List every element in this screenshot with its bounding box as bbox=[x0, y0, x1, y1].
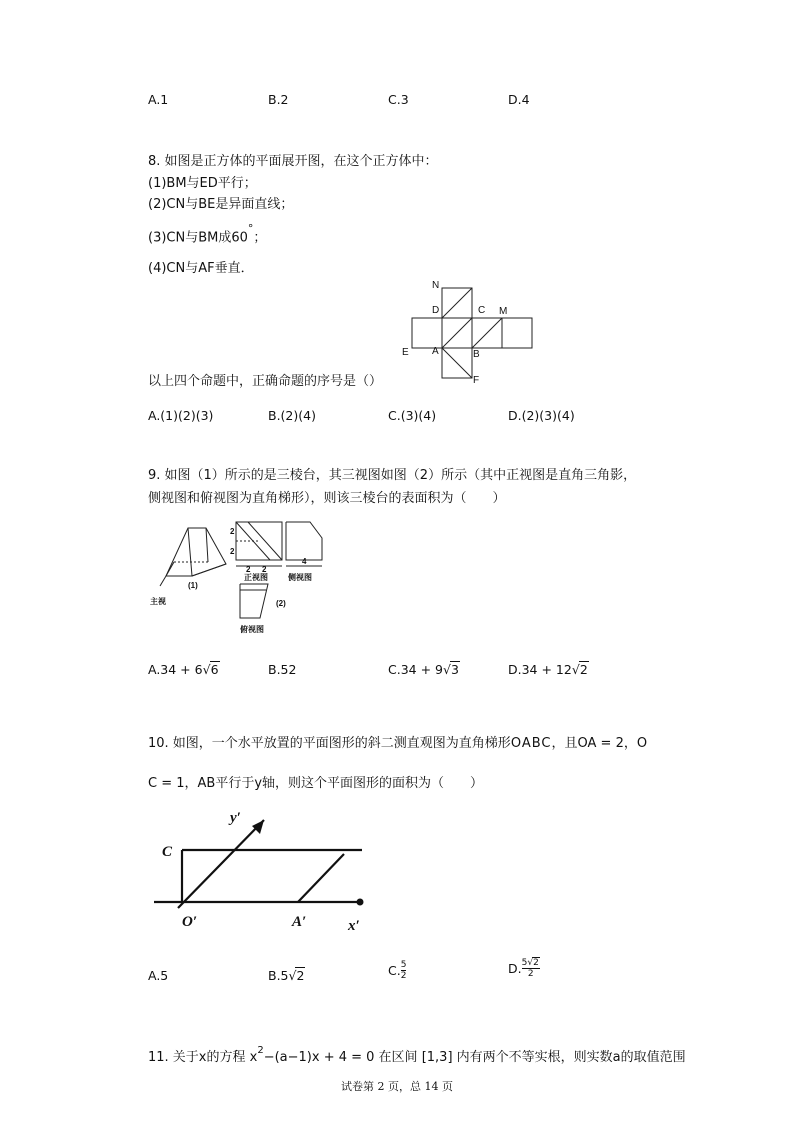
dim-four: 4 bbox=[302, 557, 307, 566]
q9-option-c bbox=[388, 662, 460, 677]
axis-y-label: y′ bbox=[230, 810, 241, 826]
label-e: E bbox=[402, 347, 409, 358]
q7-option-b: B.2 bbox=[268, 92, 289, 107]
q8-option-d: D.(2)(3)(4) bbox=[508, 408, 575, 423]
fraction bbox=[401, 960, 407, 981]
q7-option-a: A.1 bbox=[148, 92, 169, 107]
q8-s3-post: ； bbox=[253, 230, 267, 246]
q9-c-text: C.34 + 9 bbox=[388, 662, 443, 677]
fig-1-label: (1) bbox=[188, 581, 198, 590]
q8-statement-1: (1)BM与ED平行； bbox=[148, 176, 257, 191]
point-o-label: O′ bbox=[182, 914, 198, 930]
q10-line-2 bbox=[148, 772, 483, 791]
q8-statement-4: (4)CN与AF垂直． bbox=[148, 261, 254, 276]
label-m: M bbox=[499, 306, 508, 317]
dim-two-c: 2 bbox=[246, 565, 251, 574]
sqrt-symbol: √ bbox=[571, 662, 580, 677]
q8-option-c: C.(3)(4) bbox=[388, 408, 437, 423]
q10-option-d bbox=[508, 958, 540, 979]
q10-option-c bbox=[388, 960, 406, 981]
q8-option-b: B.(2)(4) bbox=[268, 408, 316, 423]
q8-statement-3 bbox=[148, 222, 267, 246]
sqrt-symbol: √ bbox=[288, 968, 297, 983]
q7-option-c: C.3 bbox=[388, 92, 409, 107]
top-view-label: 俯视图 bbox=[240, 625, 264, 634]
q10-text-3: 平行于 bbox=[215, 776, 255, 791]
q9-option-d bbox=[508, 662, 589, 677]
q10-eq-1: = 2， bbox=[596, 736, 637, 751]
label-f: F bbox=[473, 375, 480, 386]
numerator bbox=[522, 958, 540, 968]
sqrt-symbol: √ bbox=[202, 662, 211, 677]
axis-x-label: x′ bbox=[348, 918, 360, 934]
q9-option-a bbox=[148, 662, 220, 677]
dim-two-b: 2 bbox=[230, 547, 235, 556]
q10-d-text: D. bbox=[508, 961, 522, 976]
q11-line-1 bbox=[148, 1046, 686, 1065]
q10-b-radicand: 2 bbox=[296, 968, 305, 983]
numerator: 5 bbox=[400, 960, 407, 970]
label-c: C bbox=[478, 305, 486, 316]
q10-trapezoid-name: OABC bbox=[510, 736, 552, 751]
fraction bbox=[522, 958, 540, 979]
q8-statement-2: (2)CN与BE是异面直线； bbox=[148, 197, 294, 212]
front-view-label: 正视图 bbox=[244, 573, 268, 582]
sqrt-symbol: √ bbox=[527, 958, 534, 968]
q7-option-d: D.4 bbox=[508, 92, 530, 107]
frustum-three-views-figure bbox=[148, 514, 338, 639]
q9-d-text: D.34 + 12 bbox=[508, 662, 572, 677]
q10-b-text: B.5 bbox=[268, 968, 289, 983]
numerator-radicand: 2 bbox=[533, 958, 539, 968]
page-footer: 试卷第 2 页，总 14 页 bbox=[341, 1080, 453, 1093]
dim-two-a: 2 bbox=[230, 527, 235, 536]
label-a: A bbox=[432, 346, 439, 357]
q8-s3-text: (3)CN与BM成60 bbox=[148, 230, 248, 246]
q9-option-b: B.52 bbox=[268, 662, 297, 677]
q8-stem: 8. 如图是正方体的平面展开图，在这个正方体中： bbox=[148, 154, 438, 169]
q10-option-b bbox=[268, 968, 305, 983]
label-d: D bbox=[432, 305, 440, 316]
denominator: 2 bbox=[400, 971, 407, 981]
q11-text-2: 内有两个不等实根，则实数a的取值范围 bbox=[452, 1050, 686, 1065]
q10-text-1: 10. 如图，一个水平放置的平面图形的斜二测直观图为直角梯形 bbox=[148, 736, 511, 751]
q10-eq-2: = 1， bbox=[157, 776, 198, 791]
dim-two-d: 2 bbox=[262, 565, 267, 574]
label-n: N bbox=[432, 280, 440, 291]
q9-line-1: 9. 如图（1）所示的是三棱台，其三视图如图（2）所示（其中正视图是直角三角影， bbox=[148, 468, 637, 483]
q9-a-radicand: 6 bbox=[210, 662, 219, 677]
denominator: 2 bbox=[522, 968, 540, 979]
label-b: B bbox=[473, 349, 480, 360]
point-c-label: C bbox=[162, 844, 173, 860]
q11-interval: [1,3] bbox=[421, 1050, 453, 1065]
q10-text-2: ，且 bbox=[551, 736, 578, 751]
q10-segment-o: O bbox=[636, 736, 648, 751]
q10-segment-c: C bbox=[148, 776, 158, 791]
q9-a-text: A.34 + 6 bbox=[148, 662, 203, 677]
q8-option-a: A.(1)(2)(3) bbox=[148, 408, 214, 423]
side-view-label: 侧视图 bbox=[288, 573, 312, 582]
q10-c-text: C. bbox=[388, 963, 401, 978]
q10-segment-ab: AB bbox=[197, 776, 216, 791]
q9-d-radicand: 2 bbox=[579, 662, 588, 677]
q11-exponent: 2 bbox=[257, 1044, 264, 1056]
q9-c-radicand: 3 bbox=[450, 662, 459, 677]
q8-question: 以上四个命题中，正确命题的序号是（） bbox=[148, 374, 383, 389]
numerator-coef: 5 bbox=[521, 958, 528, 968]
q10-line-1 bbox=[148, 732, 647, 751]
q11-equation: −(a−1)x + 4 = 0 在区间 bbox=[263, 1050, 418, 1065]
q8-s3-degree: ° bbox=[247, 222, 254, 235]
q10-axis-y: y bbox=[254, 776, 263, 791]
cube-net-figure bbox=[398, 280, 548, 385]
oblique-trapezoid-figure bbox=[148, 808, 378, 938]
fig-2-label: (2) bbox=[276, 599, 286, 608]
q10-segment-oa: OA bbox=[577, 736, 597, 751]
sqrt-symbol: √ bbox=[442, 662, 451, 677]
point-a-label: A′ bbox=[292, 914, 307, 930]
q10-option-a: A.5 bbox=[148, 968, 169, 983]
q10-text-4: 轴，则这个平面图形的面积为（ ） bbox=[262, 776, 484, 791]
q11-text-1: 11. 关于x的方程 x bbox=[148, 1050, 258, 1065]
main-view-label: 主视 bbox=[150, 597, 166, 606]
q9-line-2: 侧视图和俯视图为直角梯形），则该三棱台的表面积为（ ） bbox=[148, 491, 506, 506]
